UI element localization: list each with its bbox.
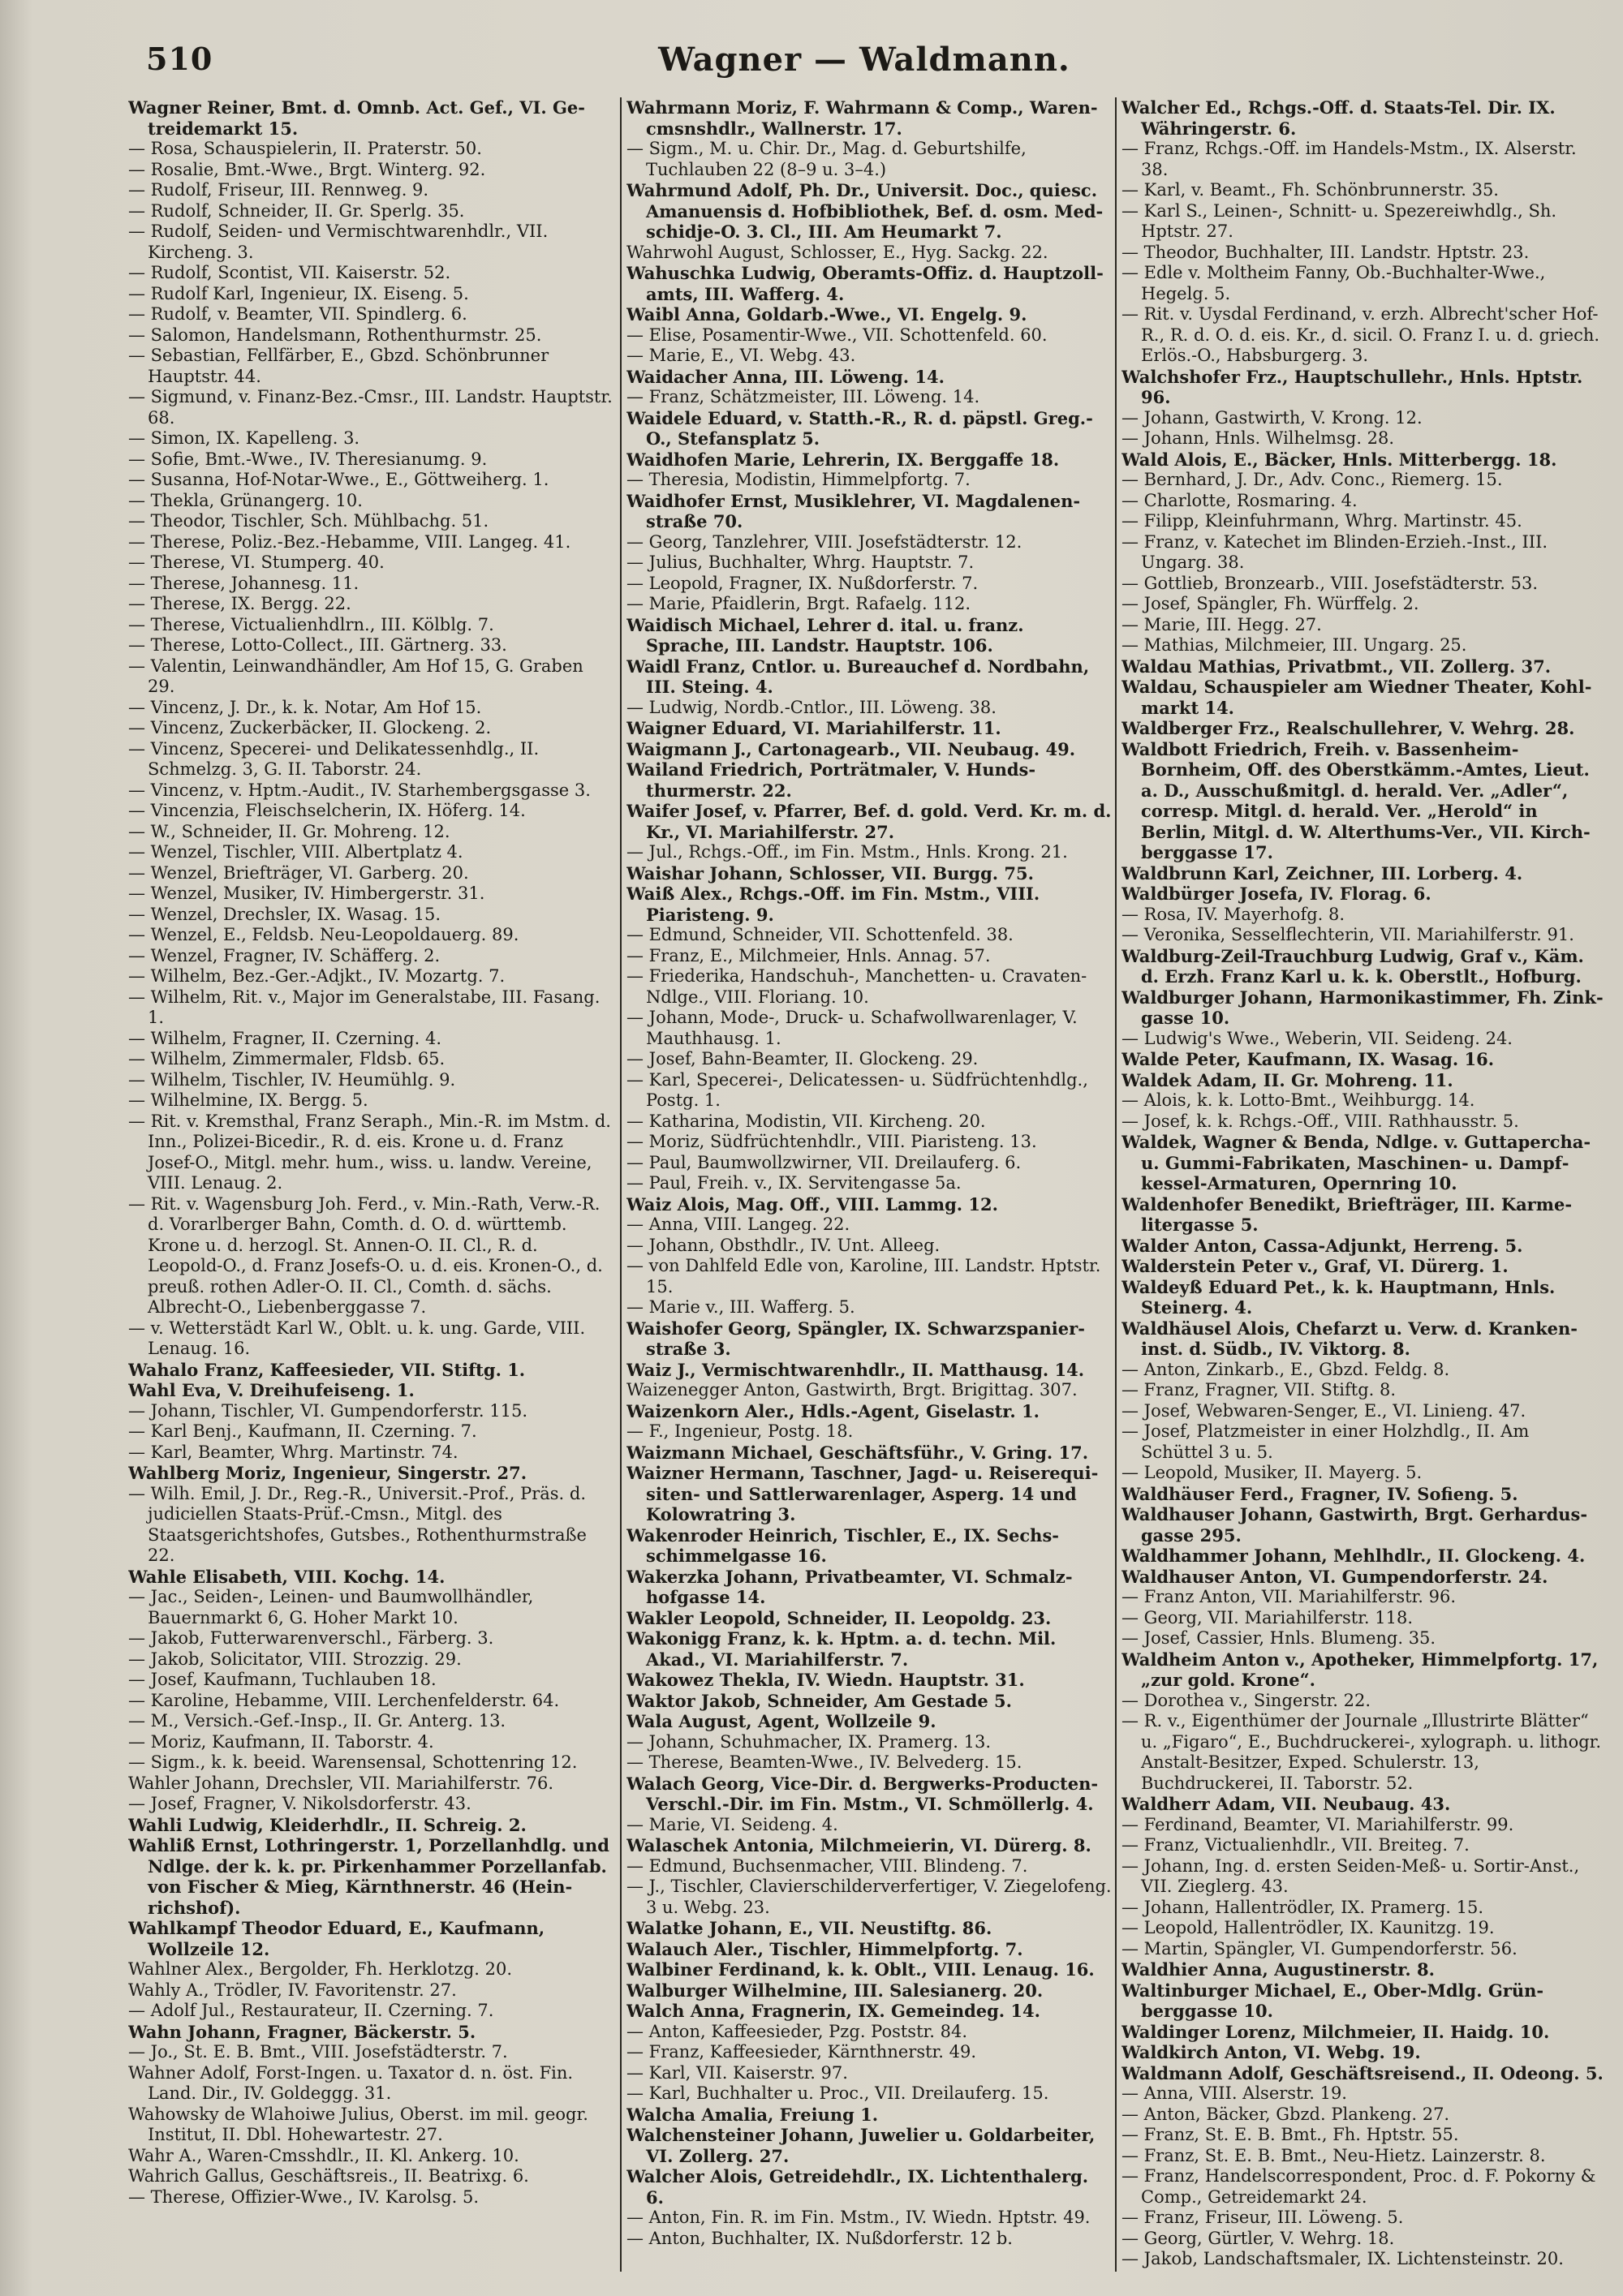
directory-entry: — Ludwig, Nordb.-Cntlor., III. Löweng. 38.	[626, 697, 997, 717]
directory-entry: — Franz, Kaffeesieder, Kärnthnerstr. 49.	[626, 2042, 977, 2062]
directory-entry: — Rudolf, Seiden- und Vermischtwarenhdlr., VII. Kircheng. 3.	[128, 221, 549, 262]
directory-entry: — J., Tischler, Clavierschilderverfertiger, V. Ziegelofeng. 3 u. Webg. 23.	[626, 1877, 1112, 1917]
directory-entry: — Wenzel, Drechsler, IX. Wasag. 15.	[128, 904, 441, 924]
directory-entry: — Johann, Hallentrödler, IX. Pramerg. 15.	[1121, 1897, 1484, 1917]
directory-entry: Walcher Alois, Getreidehdlr., IX. Lichtenthalerg. 6.	[626, 2166, 1089, 2208]
directory-entry: Wahner Adolf, Forst-Ingen. u. Taxator d. n. öst. Fin. Land. Dir., IV. Goldeggg. 31.	[128, 2062, 574, 2103]
directory-entry: — Therese, Offizier-Wwe., IV. Karolsg. 5.	[128, 2186, 480, 2207]
directory-entry: — Josef, Fragner, V. Nikolsdorferstr. 43.	[128, 1794, 471, 1813]
directory-entry: Waltinburger Michael, E., Ober-Mdlg. Grünberggasse 10.	[1121, 1980, 1544, 2021]
directory-entry: — Therese, IX. Bergg. 22.	[128, 594, 351, 613]
directory-entry: Waldberger Frz., Realschullehrer, V. Wehrg. 28.	[1121, 718, 1575, 738]
directory-entry: — Josef, k. k. Rchgs.-Off., VIII. Rathhausstr. 5.	[1121, 1111, 1519, 1131]
directory-entry: — Wilh. Emil, J. Dr., Reg.-R., Universit.-Prof., Präs. d. judiciellen Staats-Prüf.-Cmsn., Mitgl. des Staatsgerichtshofes, Gutsbes., Rothenthurmstraße 22.	[128, 1483, 587, 1565]
column-3	[1121, 97, 1607, 2272]
directory-entry: — Josef, Webwaren-Senger, E., VI. Linieng. 47.	[1121, 1400, 1526, 1421]
directory-entry: — Susanna, Hof-Notar-Wwe., E., Göttweiherg. 1.	[128, 470, 549, 489]
directory-entry: — v. Wetterstädt Karl W., Oblt. u. k. ung. Garde, VIII. Lenaug. 16.	[128, 1318, 586, 1358]
directory-entry: — Wenzel, Briefträger, VI. Garberg. 20.	[128, 862, 469, 883]
directory-entry: Waldinger Lorenz, Milchmeier, II. Haidg. 10.	[1121, 2021, 1550, 2042]
directory-entry: Waiß Alex., Rchgs.-Off. im Fin. Mstm., VIII. Piaristeng. 9.	[626, 884, 1040, 925]
directory-entry: — Franz, Rchgs.-Off. im Handels-Mstm., IX. Alserstr. 38.	[1121, 139, 1577, 179]
directory-entry: Wahlkampf Theodor Eduard, E., Kaufmann, Wollzeile 12.	[128, 1918, 545, 1959]
directory-entry: — Theresia, Modistin, Himmelpfortg. 7.	[626, 470, 971, 489]
directory-entry: — Wenzel, Tischler, VIII. Albertplatz 4.	[128, 842, 463, 862]
directory-entry: — Anton, Buchhalter, IX. Nußdorferstr. 12 b.	[626, 2228, 1013, 2248]
directory-entry: Waldau, Schauspieler am Wiedner Theater, Kohlmarkt 14.	[1121, 677, 1592, 718]
directory-entry: — Wenzel, Musiker, IV. Himbergerstr. 31.	[128, 884, 485, 903]
directory-entry: — Karl, Beamter, Whrg. Martinstr. 74.	[128, 1442, 458, 1462]
directory-entry: — Franz, Schätzmeister, III. Löweng. 14.	[626, 387, 980, 406]
directory-entry: — Johann, Mode-, Druck- u. Schafwollwarenlager, V. Mauthhausg. 1.	[626, 1008, 1078, 1048]
directory-entry: Waldeyß Eduard Pet., k. k. Hauptmann, Hnls. Steinerg. 4.	[1121, 1276, 1556, 1318]
directory-entry: — Karl, VII. Kaiserstr. 97.	[626, 2062, 848, 2083]
directory-entry: Wahlner Alex., Bergolder, Fh. Herklotzg. 20.	[128, 1959, 513, 1979]
directory-entry: — Franz, E., Milchmeier, Hnls. Annag. 57.	[626, 945, 991, 965]
column-1	[128, 97, 613, 2272]
directory-entry: — Wilhelm, Bez.-Ger.-Adjkt., IV. Mozartg. 7.	[128, 966, 506, 986]
directory-entry: Wakenroder Heinrich, Tischler, E., IX. Sechsschimmelgasse 16.	[626, 1524, 1059, 1566]
directory-entry: Wahowsky de Wlahoiwe Julius, Oberst. im mil. geogr. Institut, II. Dbl. Hohewartestr. 27.	[128, 2104, 588, 2144]
directory-entry: — Paul, Baumwollzwirner, VII. Dreilauferg. 6.	[626, 1152, 1022, 1172]
directory-entry: — Therese, Victualienhdlrn., III. Kölblg. 7.	[128, 614, 494, 634]
directory-entry: Wahliß Ernst, Lothringerstr. 1, Porzellanhdlg. und Ndlge. der k. k. pr. Pirkenhammer Porzellanfab. von Fischer & Mieg, Kärnthnerstr. 46 (Heinrichshof).	[128, 1835, 609, 1918]
directory-entry: — Rit. v. Kremsthal, Franz Seraph., Min.-R. im Mstm. d. Inn., Polizei-Bicedir., R. d. eis. Krone u. d. Franz Josef-O., Mitgl. mehr. hum., wiss. u. landw. Vereine, VIII. Lenaug. 2.	[128, 1111, 611, 1193]
directory-entry: — Paul, Freih. v., IX. Servitengasse 5a.	[626, 1173, 962, 1193]
directory-entry: Walatke Johann, E., VII. Neustiftg. 86.	[626, 1918, 992, 1938]
directory-entry: — Marie, III. Hegg. 27.	[1121, 614, 1322, 634]
directory-entry: — Moriz, Südfrüchtenhdlr., VIII. Piaristeng. 13.	[626, 1132, 1037, 1151]
directory-entry: — Karl, v. Beamt., Fh. Schönbrunnerstr. 35.	[1121, 180, 1499, 200]
directory-entry: Wailand Friedrich, Porträtmaler, V. Hundsthurmerstr. 22.	[626, 759, 1036, 801]
directory-entry: — Bernhard, J. Dr., Adv. Conc., Riemerg. 15.	[1121, 470, 1503, 489]
column-divider	[1115, 97, 1117, 2272]
directory-entry: — Ludwig's Wwe., Weberin, VII. Seideng. 24.	[1121, 1028, 1513, 1048]
directory-entry: — Georg, VII. Mariahilferstr. 118.	[1121, 1607, 1414, 1627]
directory-entry: — Leopold, Fragner, IX. Nußdorferstr. 7.	[626, 573, 979, 593]
directory-entry: — Mathias, Milchmeier, III. Ungarg. 25.	[1121, 635, 1467, 655]
directory-entry: Waldhier Anna, Augustinerstr. 8.	[1121, 1959, 1435, 1980]
directory-entry: Wahlberg Moriz, Ingenieur, Singerstr. 27.	[128, 1463, 527, 1483]
directory-entry: — Franz, Fragner, VII. Stiftg. 8.	[1121, 1380, 1397, 1400]
directory-entry: Waldhäuser Ferd., Fragner, IV. Sofieng. 5.	[1121, 1483, 1518, 1504]
directory-entry: — Franz, St. E. B. Bmt., Fh. Hptstr. 55.	[1121, 2125, 1459, 2144]
directory-entry: Waldhammer Johann, Mehlhdlr., II. Glockeng. 4.	[1121, 1546, 1586, 1566]
directory-entry: — Leopold, Musiker, II. Mayerg. 5.	[1121, 1463, 1423, 1482]
directory-entry: Waidacher Anna, III. Löweng. 14.	[626, 366, 945, 387]
directory-entry: — Franz, v. Katechet im Blinden-Erzieh.-Inst., III. Ungarg. 38.	[1121, 531, 1548, 572]
directory-entry: — Marie v., III. Wafferg. 5.	[626, 1297, 855, 1317]
directory-entry: — Josef, Bahn-Beamter, II. Glockeng. 29.	[626, 1049, 979, 1068]
directory-entry: — Vincenz, Zuckerbäcker, II. Glockeng. 2.	[128, 718, 492, 737]
directory-entry: Walcher Ed., Rchgs.-Off. d. Staats-Tel. Dir. IX. Währingerstr. 6.	[1121, 97, 1556, 139]
directory-entry: Waishar Johann, Schlosser, VII. Burgg. 75.	[626, 862, 1034, 884]
directory-entry: — Therese, Beamten-Wwe., IV. Belvederg. 15.	[626, 1752, 1022, 1772]
directory-entry: — Jakob, Solicitator, VIII. Strozzig. 29.	[128, 1649, 462, 1669]
directory-entry: — Anton, Fin. R. im Fin. Mstm., IV. Wiedn. Hptstr. 49.	[626, 2208, 1091, 2227]
directory-entry: — Johann, Tischler, VI. Gumpendorferstr. 115.	[128, 1400, 528, 1421]
directory-entry: Waldenhofer Benedikt, Briefträger, III. Karmelitergasse 5.	[1121, 1193, 1573, 1235]
column-2	[626, 97, 1112, 2272]
directory-entry: Waldhauser Anton, VI. Gumpendorferstr. 24.	[1121, 1566, 1548, 1587]
directory-entry: — Rudolf, v. Beamter, VII. Spindlerg. 6.	[128, 304, 467, 324]
directory-entry: Wahle Elisabeth, VIII. Kochg. 14.	[128, 1566, 446, 1587]
directory-entry: — Thekla, Grünangerg. 10.	[128, 490, 363, 510]
directory-entry: — Karl, Specerei-, Delicatessen- u. Südfrüchtenhdlg., Postg. 1.	[626, 1069, 1088, 1110]
directory-entry: — Johann, Schuhmacher, IX. Pramerg. 13.	[626, 1731, 991, 1752]
directory-entry: — Marie, Pfaidlerin, Brgt. Rafaelg. 112.	[626, 594, 971, 613]
directory-entry: Wahrmund Adolf, Ph. Dr., Universit. Doc., quiesc. Amanuensis d. Hofbibliothek, Bef. d. osm. Medschidje-O. 3. Cl., III. Am Heumarkt 7.	[626, 180, 1104, 242]
directory-entry: — Julius, Buchhalter, Whrg. Hauptstr. 7.	[626, 553, 975, 572]
directory-entry: — Ferdinand, Beamter, VI. Mariahilferstr. 99.	[1121, 1814, 1514, 1834]
directory-entry: — Josef, Spängler, Fh. Würffelg. 2.	[1121, 594, 1419, 613]
directory-entry: — Karoline, Hebamme, VIII. Lerchenfelderstr. 64.	[128, 1690, 560, 1710]
directory-entry: Waigmann J., Cartonagearb., VII. Neubaug. 49.	[626, 738, 1076, 759]
directory-entry: Walch Anna, Fragnerin, IX. Gemeindeg. 14.	[626, 2001, 1040, 2021]
directory-entry: — Sofie, Bmt.-Wwe., IV. Theresianumg. 9.	[128, 449, 488, 469]
directory-entry: — Karl Benj., Kaufmann, II. Czerning. 7.	[128, 1421, 477, 1441]
directory-entry: — Johann, Obsthdlr., IV. Unt. Alleeg.	[626, 1235, 941, 1255]
directory-entry: — Georg, Gürtler, V. Wehrg. 18.	[1121, 2228, 1395, 2248]
directory-entry: — Josef, Kaufmann, Tuchlauben 18.	[128, 1670, 437, 1689]
directory-entry: Walburger Wilhelmine, III. Salesianerg. 20.	[626, 1980, 1044, 2001]
directory-entry: — Jul., Rchgs.-Off., im Fin. Mstm., Hnls. Krong. 21.	[626, 842, 1068, 862]
column-divider	[620, 97, 622, 2272]
directory-entry: Waktor Jakob, Schneider, Am Gestade 5.	[626, 1690, 1012, 1711]
directory-entry: — Marie, VI. Seideng. 4.	[626, 1814, 838, 1834]
directory-entry: — Wenzel, Fragner, IV. Schäfferg. 2.	[128, 945, 441, 965]
directory-entry: — Filipp, Kleinfuhrmann, Whrg. Martinstr. 45.	[1121, 511, 1522, 531]
directory-entry: Waldbürger Josefa, IV. Florag. 6.	[1121, 884, 1431, 904]
directory-columns	[122, 97, 1607, 2272]
directory-entry: — Anna, VIII. Langeg. 22.	[626, 1215, 850, 1234]
directory-entry: Wakowez Thekla, IV. Wiedn. Hauptstr. 31.	[626, 1670, 1025, 1690]
directory-entry: — Rit. v. Uysdal Ferdinand, v. erzh. Albrecht'scher Hof-R., R. d. O. d. eis. Kr., d. sicil. O. Franz I. u. d. griech. Erlös.-O., Habsburgerg. 3.	[1121, 304, 1600, 365]
directory-entry: Wakerzka Johann, Privatbeamter, VI. Schmalzhofgasse 14.	[626, 1566, 1073, 1607]
directory-entry: Waldmann Adolf, Geschäftsreisend., II. Odeong. 5.	[1121, 2062, 1604, 2083]
directory-entry: — Johann, Gastwirth, V. Krong. 12.	[1121, 407, 1423, 428]
directory-entry: — Franz, Friseur, III. Löweng. 5.	[1121, 2208, 1404, 2227]
directory-entry: — Anna, VIII. Alserstr. 19.	[1121, 2083, 1347, 2103]
directory-entry: Walaschek Antonia, Milchmeierin, VI. Dürerg. 8.	[626, 1835, 1091, 1855]
directory-entry: Waibl Anna, Goldarb.-Wwe., VI. Engelg. 9.	[626, 304, 1027, 325]
directory-entry: — Adolf Jul., Restaurateur, II. Czerning. 7.	[128, 2001, 494, 2020]
directory-entry: Waldkirch Anton, VI. Webg. 19.	[1121, 2042, 1421, 2062]
directory-entry: Walauch Aler., Tischler, Himmelpfortg. 7.	[626, 1938, 1023, 1959]
directory-entry: — Charlotte, Rosmaring. 4.	[1121, 490, 1358, 510]
directory-entry: Wahalo Franz, Kaffeesieder, VII. Stiftg. 1.	[128, 1359, 526, 1380]
directory-entry: — Rudolf, Scontist, VII. Kaiserstr. 52.	[128, 263, 451, 282]
directory-entry: — Johann, Ing. d. ersten Seiden-Meß- u. Sortir-Anst., VII. Zieglerg. 43.	[1121, 1855, 1580, 1896]
directory-entry: Waldheim Anton v., Apotheker, Himmelpfortg. 17, „zur gold. Krone“.	[1121, 1649, 1599, 1690]
directory-entry: — Friederika, Handschuh-, Manchetten- u. Cravaten-Ndlge., VIII. Floriang. 10.	[626, 966, 1087, 1007]
directory-entry: — Sigmund, v. Finanz-Bez.-Cmsr., III. Landstr. Hauptstr. 68.	[128, 387, 613, 428]
directory-entry: Wahl Eva, V. Dreihufeiseng. 1.	[128, 1380, 415, 1400]
directory-entry: Waidhofer Ernst, Musiklehrer, VI. Magdalenenstraße 70.	[626, 490, 1081, 531]
directory-entry: — Karl, Buchhalter u. Proc., VII. Dreilauferg. 15.	[626, 2083, 1049, 2103]
directory-entry: Waigner Eduard, VI. Mariahilferstr. 11.	[626, 718, 1001, 738]
directory-entry: — Rosa, Schauspielerin, II. Praterstr. 50.	[128, 139, 482, 158]
directory-entry: Wahrmann Moriz, F. Wahrmann & Comp., Warencmsnshdlr., Wallnerstr. 17.	[626, 97, 1098, 139]
directory-entry: Waidhofen Marie, Lehrerin, IX. Berggaffe 18.	[626, 449, 1060, 470]
directory-entry: — Salomon, Handelsmann, Rothenthurmstr. 25.	[128, 325, 542, 345]
directory-entry: — Gottlieb, Bronzearb., VIII. Josefstädterstr. 53.	[1121, 573, 1539, 593]
directory-entry: Wahn Johann, Fragner, Bäckerstr. 5.	[128, 2021, 476, 2042]
directory-entry: — Rudolf Karl, Ingenieur, IX. Eiseng. 5.	[128, 283, 469, 303]
directory-entry: Walach Georg, Vice-Dir. d. Bergwerks-Producten-Verschl.-Dir. im Fin. Mstm., VI. Schmöllerlg. 4.	[626, 1773, 1099, 1814]
directory-entry: Waizenegger Anton, Gastwirth, Brgt. Brigittag. 307.	[626, 1380, 1078, 1400]
directory-entry: — Therese, VI. Stumperg. 40.	[128, 553, 385, 572]
directory-entry: — Sigm., M. u. Chir. Dr., Mag. d. Geburtshilfe, Tuchlauben 22 (8–9 u. 3–4.)	[626, 139, 1027, 179]
directory-entry: — Sebastian, Fellfärber, E., Gbzd. Schönbrunner Hauptstr. 44.	[128, 346, 549, 386]
directory-entry: — Edmund, Buchsenmacher, VIII. Blindeng. 7.	[626, 1855, 1028, 1876]
page-number: 510	[146, 41, 213, 77]
directory-entry: — Anton, Bäcker, Gbzd. Plankeng. 27.	[1121, 2104, 1450, 2124]
directory-entry: — Wilhelm, Zimmermaler, Fldsb. 65.	[128, 1049, 446, 1068]
directory-entry: Wahr A., Waren-Cmsshdlr., II. Kl. Ankerg. 10.	[128, 2145, 519, 2165]
directory-entry: — Josef, Cassier, Hnls. Blumeng. 35.	[1121, 1628, 1436, 1648]
directory-entry: — Dorothea v., Singerstr. 22.	[1121, 1690, 1371, 1710]
directory-entry: — W., Schneider, II. Gr. Mohreng. 12.	[128, 821, 450, 841]
directory-entry: — Elise, Posamentir-Wwe., VII. Schottenfeld. 60.	[626, 325, 1048, 345]
directory-entry: — Rudolf, Schneider, II. Gr. Sperlg. 35.	[128, 200, 465, 221]
directory-entry: — Sigm., k. k. beeid. Warensensal, Schottenring 12.	[128, 1752, 578, 1772]
directory-entry: — Georg, Tanzlehrer, VIII. Josefstädterstr. 12.	[626, 531, 1022, 552]
directory-entry: Waidisch Michael, Lehrer d. ital. u. franz. Sprache, III. Landstr. Hauptstr. 106.	[626, 614, 1024, 656]
directory-entry: — Jo., St. E. B. Bmt., VIII. Josefstädterstr. 7.	[128, 2042, 508, 2062]
directory-entry: Waldek, Wagner & Benda, Ndlge. v. Guttapercha- u. Gummi-Fabrikaten, Maschinen- u. Dampfkessel-Armaturen, Opernring 10.	[1121, 1132, 1591, 1193]
directory-entry: — Jac., Seiden-, Leinen- und Baumwollhändler, Bauernmarkt 6, G. Hoher Markt 10.	[128, 1587, 534, 1627]
directory-entry: Wald Alois, E., Bäcker, Hnls. Mitterbergg. 18.	[1121, 449, 1557, 470]
directory-entry: Waldhäusel Alois, Chefarzt u. Verw. d. Krankeninst. d. Südb., IV. Viktorg. 8.	[1121, 1318, 1578, 1359]
directory-entry: — R. v., Eigenthümer der Journale „Illustrirte Blätter“ u. „Figaro“, E., Buchdruckerei-, xylograph. u. lithogr. Anstalt-Besitzer, Exped. Schulerstr. 13, Buchdruckerei, II. Taborstr. 52.	[1121, 1711, 1602, 1793]
directory-entry: — Marie, E., VI. Webg. 43.	[626, 346, 856, 365]
directory-entry: Wahrwohl August, Schlosser, E., Hyg. Sackg. 22.	[626, 242, 1048, 262]
directory-entry: — Rosa, IV. Mayerhofg. 8.	[1121, 904, 1345, 924]
directory-entry: Walbiner Ferdinand, k. k. Oblt., VIII. Lenaug. 16.	[626, 1959, 1095, 1980]
directory-entry: — Rudolf, Friseur, III. Rennweg. 9.	[128, 180, 429, 200]
directory-entry: — Rit. v. Wagensburg Joh. Ferd., v. Min.-Rath, Verw.-R. d. Vorarlberger Bahn, Comth. d. O. d. württemb. Krone u. d. herzogl. St. Annen-O. II. Cl., R. d. Leopold-O., d. Franz Josefs-O. u. d. eis. Kronen-O., d. preuß. rothen Adler-O. II. Cl., Comth. d. sächs. Albrecht-O., Liebenberggasse 7.	[128, 1193, 603, 1317]
directory-entry: Waidl Franz, Cntlor. u. Bureauchef d. Nordbahn, III. Steing. 4.	[626, 656, 1090, 697]
directory-entry: — Franz, St. E. B. Bmt., Neu-Hietz. Lainzerstr. 8.	[1121, 2145, 1546, 2165]
directory-entry: — Wilhelmine, IX. Bergg. 5.	[128, 1090, 368, 1110]
directory-entry: — Martin, Spängler, VI. Gumpendorferstr. 56.	[1121, 1938, 1518, 1958]
directory-entry: Waldherr Adam, VII. Neubaug. 43.	[1121, 1794, 1451, 1814]
directory-entry: — Vincenzia, Fleischselcherin, IX. Höferg. 14.	[128, 801, 526, 820]
directory-entry: — Franz Anton, VII. Mariahilferstr. 96.	[1121, 1587, 1457, 1606]
directory-entry: — Valentin, Leinwandhändler, Am Hof 15, G. Graben 29.	[128, 656, 583, 696]
directory-entry: — Josef, Platzmeister in einer Holzhdlg., II. Am Schüttel 3 u. 5.	[1121, 1421, 1530, 1462]
directory-entry: — Katharina, Modistin, VII. Kircheng. 20.	[626, 1111, 986, 1131]
directory-entry: — Edmund, Schneider, VII. Schottenfeld. 38.	[626, 925, 1014, 944]
directory-entry: — Alois, k. k. Lotto-Bmt., Weihburgg. 14.	[1121, 1090, 1475, 1110]
directory-entry: — von Dahlfeld Edle von, Karoline, III. Landstr. Hptstr. 15.	[626, 1256, 1101, 1296]
directory-entry: — Anton, Kaffeesieder, Pzg. Poststr. 84.	[626, 2021, 967, 2041]
directory-entry: Walcha Amalia, Freiung 1.	[626, 2104, 879, 2125]
directory-entry: — Moriz, Kaufmann, II. Taborstr. 4.	[128, 1731, 434, 1752]
directory-entry: Walchensteiner Johann, Juwelier u. Goldarbeiter, VI. Zollerg. 27.	[626, 2125, 1096, 2166]
directory-entry: Waldhauser Johann, Gastwirth, Brgt. Gerhardusgasse 295.	[1121, 1504, 1588, 1546]
directory-entry: — Franz, Victualienhdlr., VII. Breiteg. 7.	[1121, 1835, 1470, 1855]
directory-entry: — Therese, Poliz.-Bez.-Hebamme, VIII. Langeg. 41.	[128, 531, 571, 552]
directory-entry: — Johann, Hnls. Wilhelmsg. 28.	[1121, 428, 1395, 448]
directory-entry: Wahler Johann, Drechsler, VII. Mariahilferstr. 76.	[128, 1773, 554, 1793]
directory-entry: Walderstein Peter v., Graf, VI. Dürerg. 1.	[1121, 1256, 1509, 1276]
directory-entry: Waldau Mathias, Privatbmt., VII. Zollerg. 37.	[1121, 656, 1552, 677]
directory-entry: — Jakob, Landschaftsmaler, IX. Lichtensteinstr. 20.	[1121, 2249, 1564, 2268]
directory-entry: Waldek Adam, II. Gr. Mohreng. 11.	[1121, 1069, 1453, 1090]
directory-entry: Waiz J., Vermischtwarenhdlr., II. Matthausg. 14.	[626, 1359, 1085, 1380]
directory-entry: — Vincenz, v. Hptm.-Audit., IV. Starhembergsgasse 3.	[128, 780, 591, 800]
directory-entry: Waldburger Johann, Harmonikastimmer, Fh. Zinkgasse 10.	[1121, 987, 1604, 1028]
directory-entry: Waizmann Michael, Geschäftsführ., V. Gring. 17.	[626, 1442, 1089, 1463]
directory-entry: Wahuschka Ludwig, Oberamts-Offiz. d. Hauptzollamts, III. Wafferg. 4.	[626, 263, 1104, 304]
directory-entry: Waldburg-Zeil-Trauchburg Ludwig, Graf v., Käm. d. Erzh. Franz Karl u. k. k. Oberstlt., Hofburg.	[1121, 945, 1584, 987]
directory-entry: — Leopold, Hallentrödler, IX. Kaunitzg. 19.	[1121, 1918, 1495, 1937]
page-header	[146, 41, 1582, 89]
directory-entry: — Vincenz, Specerei- und Delikatessenhdlg., II. Schmelzg. 3, G. II. Taborstr. 24.	[128, 738, 540, 779]
directory-entry: Waifer Josef, v. Pfarrer, Bef. d. gold. Verd. Kr. m. d. Kr., VI. Mariahilferstr. 27.	[626, 801, 1112, 842]
directory-entry: Wahli Ludwig, Kleiderhdlr., II. Schreig. 2.	[128, 1814, 527, 1835]
directory-entry: — F., Ingenieur, Postg. 18.	[626, 1421, 854, 1441]
directory-entry: Walder Anton, Cassa-Adjunkt, Herreng. 5.	[1121, 1235, 1523, 1256]
directory-entry: — Theodor, Tischler, Sch. Mühlbachg. 51.	[128, 511, 489, 531]
directory-entry: — M., Versich.-Gef.-Insp., II. Gr. Anterg. 13.	[128, 1711, 506, 1731]
directory-entry: Waidele Eduard, v. Statth.-R., R. d. päpstl. Greg.-O., Stefansplatz 5.	[626, 407, 1093, 449]
directory-entry: Wahly A., Trödler, IV. Favoritenstr. 27.	[128, 1980, 457, 2000]
directory-entry: — Anton, Zinkarb., E., Gbzd. Feldg. 8.	[1121, 1359, 1450, 1379]
directory-entry: — Wilhelm, Rit. v., Major im Generalstabe, III. Fasang. 1.	[128, 987, 601, 1027]
directory-entry: Walchshofer Frz., Hauptschullehr., Hnls. Hptstr. 96.	[1121, 366, 1583, 407]
directory-entry: Wakonigg Franz, k. k. Hptm. a. d. techn. Mil. Akad., VI. Mariahilferstr. 7.	[626, 1628, 1057, 1670]
directory-entry: — Edle v. Moltheim Fanny, Ob.-Buchhalter-Wwe., Hegelg. 5.	[1121, 263, 1546, 303]
directory-entry: Waishofer Georg, Spängler, IX. Schwarzspanierstraße 3.	[626, 1318, 1085, 1359]
directory-entry: Walde Peter, Kaufmann, IX. Wasag. 16.	[1121, 1049, 1495, 1069]
directory-entry: Wakler Leopold, Schneider, II. Leopoldg. 23.	[626, 1607, 1052, 1628]
directory-entry: — Wilhelm, Tischler, IV. Heumühlg. 9.	[128, 1069, 456, 1090]
directory-entry: Wala August, Agent, Wollzeile 9.	[626, 1711, 936, 1731]
directory-entry: — Veronika, Sesselflechterin, VII. Mariahilferstr. 91.	[1121, 925, 1574, 944]
directory-entry: — Franz, Handelscorrespondent, Proc. d. F. Pokorny & Comp., Getreidemarkt 24.	[1121, 2166, 1596, 2207]
directory-entry: — Therese, Johannesg. 11.	[128, 573, 359, 593]
directory-entry: Waiz Alois, Mag. Off., VIII. Lammg. 12.	[626, 1193, 998, 1215]
directory-entry: — Wilhelm, Fragner, II. Czerning. 4.	[128, 1028, 441, 1048]
directory-entry: Waldbrunn Karl, Zeichner, III. Lorberg. 4.	[1121, 862, 1523, 884]
directory-entry: — Vincenz, J. Dr., k. k. Notar, Am Hof 15.	[128, 697, 482, 717]
directory-entry: Waizenkorn Aler., Hdls.-Agent, Giselastr. 1.	[626, 1400, 1040, 1421]
directory-entry: Waizner Hermann, Taschner, Jagd- u. Reiserequisiten- und Sattlerwarenlager, Asperg. 14 und Kolowratring 3.	[626, 1463, 1099, 1524]
directory-entry: — Karl S., Leinen-, Schnitt- u. Spezereiwhdlg., Sh. Hptstr. 27.	[1121, 200, 1557, 241]
directory-entry: Wagner Reiner, Bmt. d. Omnb. Act. Gef., VI. Getreidemarkt 15.	[128, 97, 585, 139]
directory-entry: — Simon, IX. Kapelleng. 3.	[128, 428, 360, 448]
running-title: Wagner — Waldmann.	[658, 41, 1070, 79]
directory-entry: — Theodor, Buchhalter, III. Landstr. Hptstr. 23.	[1121, 242, 1530, 262]
directory-entry: Wahrich Gallus, Geschäftsreis., II. Beatrixg. 6.	[128, 2166, 529, 2186]
directory-entry: — Jakob, Futterwarenverschl., Färberg. 3.	[128, 1628, 494, 1648]
directory-entry: — Rosalie, Bmt.-Wwe., Brgt. Winterg. 92.	[128, 159, 486, 179]
directory-entry: — Wenzel, E., Feldsb. Neu-Leopoldauerg. 89.	[128, 925, 519, 944]
directory-entry: Waldbott Friedrich, Freih. v. Bassenheim-Bornheim, Off. des Oberstkämm.-Amtes, Lieut. a. D., Ausschußmitgl. d. herald. Ver. „Adler“, corresp. Mitgl. d. herald. Ver. „Herold“ in Berlin, Mitgl. d. W. Alterthums-Ver., VII. Kirchberggasse 17.	[1121, 738, 1591, 862]
directory-entry: — Therese, Lotto-Collect., III. Gärtnerg. 33.	[128, 635, 507, 655]
